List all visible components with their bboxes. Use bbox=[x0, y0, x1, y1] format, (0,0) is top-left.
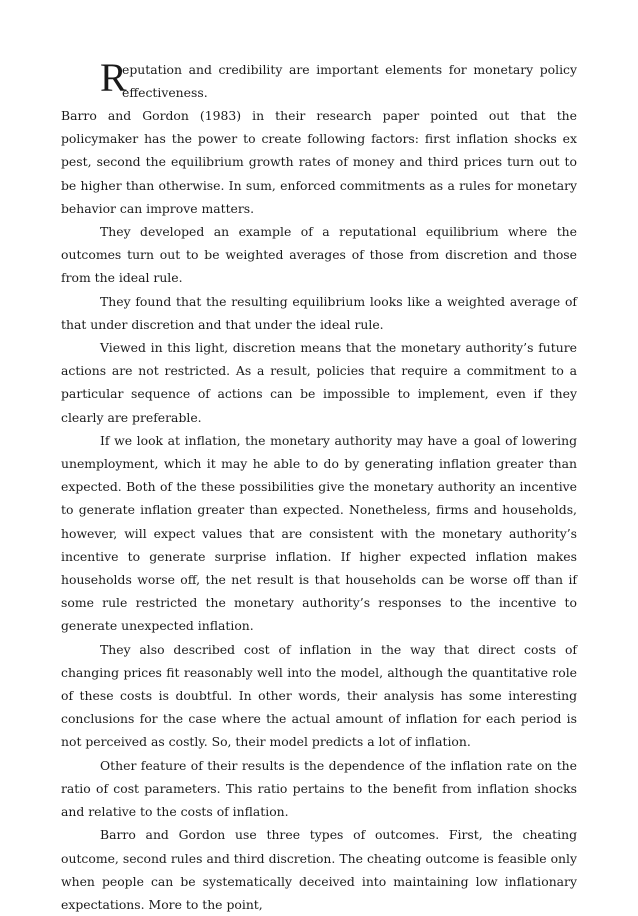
opening-paragraph bbox=[61, 55, 577, 104]
paragraph-2: They developed an example of a reputational equilibrium where the outcomes turn out to be weighted averages of those from discretion and those from the ideal rule. bbox=[61, 224, 577, 286]
paragraph-6: They also described cost of inflation in the way that direct costs of changing prices fit reasonably well into the model, although the quantitative role of these costs is doubtful. In other words, their analysis has some interesting conclusions for the case where the actual amount of inflation for each period is not perceived as costly. So, their model predicts a lot of inflation. bbox=[61, 641, 577, 750]
paragraph-4: Viewed in this light, discretion means that the monetary authority’s future actions are not restricted. As a result, policies that require a commitment to a particular sequence of actions can be impossible to implement, even if they clearly are preferable. bbox=[61, 340, 577, 425]
drop-cap: R bbox=[100, 55, 127, 100]
paragraph-3: They found that the resulting equilibrium looks like a weighted average of that under discretion and that under the ideal rule. bbox=[61, 293, 577, 332]
paragraph-1: Barro and Gordon (1983) in their research paper pointed out that the policymaker has the power to create following factors: first inflation shocks ex pest, second the equilibrium growth rates of money and third prices turn out to be higher than otherwise. In sum, enforced commitments as a rules for monetary behavior can improve matters. bbox=[61, 108, 577, 216]
document-page bbox=[61, 55, 577, 916]
paragraph-5: If we look at inflation, the monetary authority may have a goal of lowering unemployment, which it may he able to do by generating inflation greater than expected. Both of the these possibilities give the monetary authority an incentive to generate inflation greater than expected. Nonetheless, firms and households, however, will expect values that are consistent with the monetary authority’s incentive to generate surprise inflation. If higher expected inflation makes households worse off, the net result is that households can be worse off than if some rule restricted the monetary authority’s responses to the incentive to generate unexpected inflation. bbox=[61, 432, 577, 634]
opening-line-1: eputation and credibility are important elements for monetary policy bbox=[122, 62, 577, 77]
opening-line-2: effectiveness. bbox=[122, 85, 208, 101]
paragraph-7: Other feature of their results is the dependence of the inflation rate on the ratio of cost parameters. This ratio pertains to the benefit from inflation shocks and relative to the costs of inflation. bbox=[61, 757, 577, 820]
paragraph-8: Barro and Gordon use three types of outcomes. First, the cheating outcome, second rules and third discretion. The cheating outcome is feasible only when people can be systematically deceived into maintaining low inflationary expectations. More to the point, bbox=[61, 827, 577, 912]
